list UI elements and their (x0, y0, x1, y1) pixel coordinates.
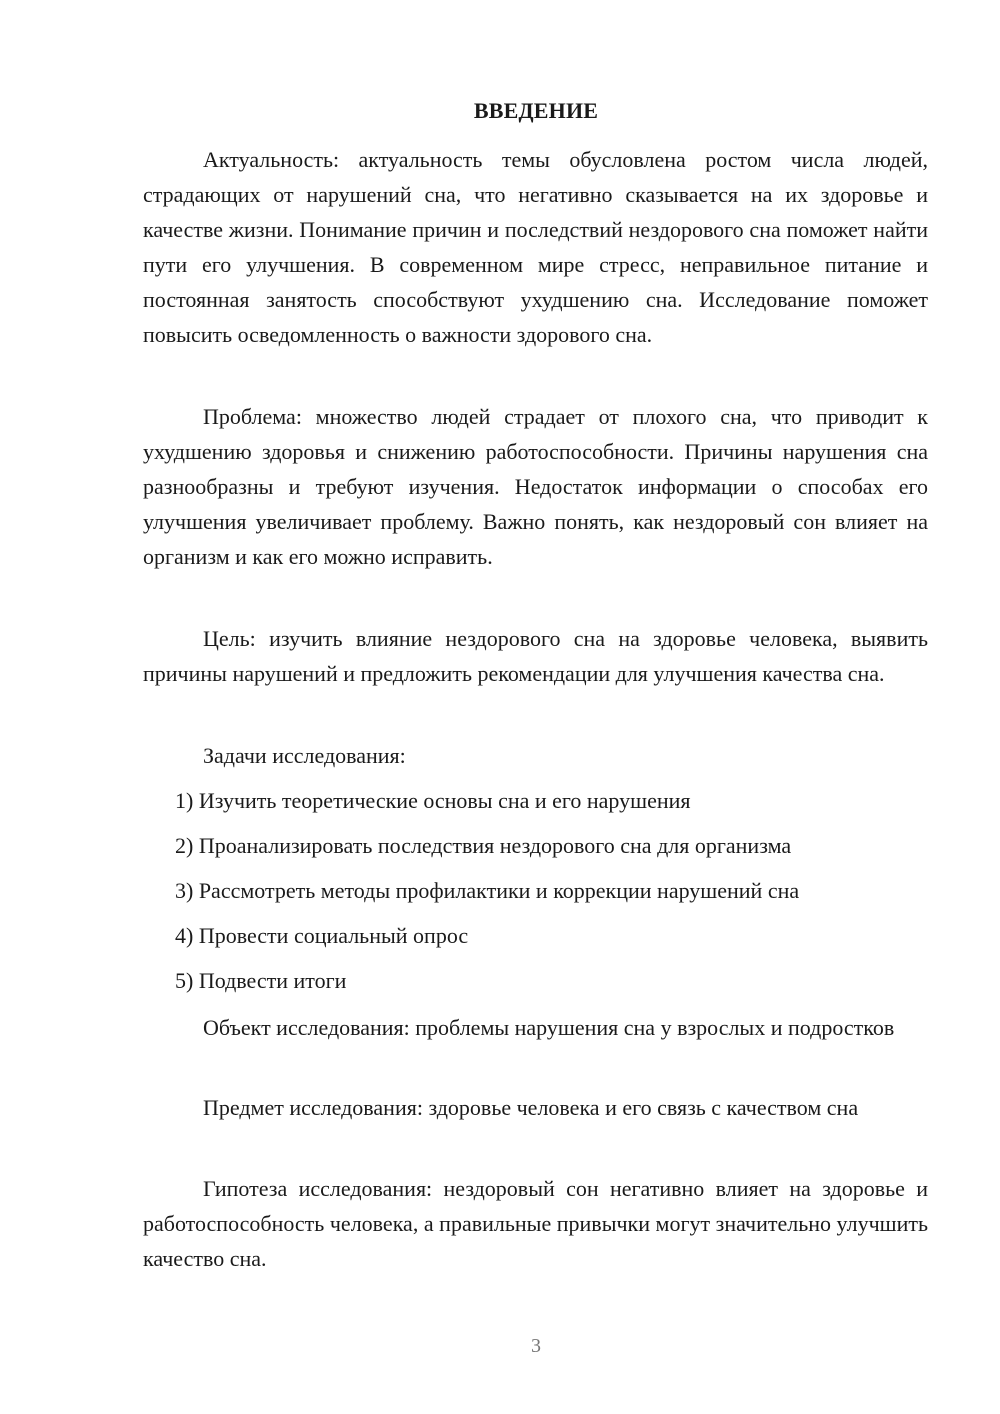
list-item: 4) Провести социальный опрос (175, 923, 469, 948)
tasks-list (175, 783, 799, 1008)
subject-paragraph: Предмет исследования: здоровье человека и его связь с качеством сна (203, 1095, 859, 1120)
relevance-section (143, 142, 928, 352)
hypothesis-paragraph: Гипотеза исследования: нездоровый сон негативно влияет на здоровье и работоспособность человека, а правильные привычки могут значительно улучшить качество сна. (143, 1176, 928, 1271)
tasks-heading: Задачи исследования: (203, 743, 406, 768)
problem-section (143, 399, 928, 574)
list-item: 5) Подвести итоги (175, 968, 347, 993)
object-section (143, 1010, 928, 1045)
subject-section (143, 1090, 928, 1125)
list-item: 3) Рассмотреть методы профилактики и коррекции нарушений сна (175, 878, 800, 903)
hypothesis-section (143, 1171, 928, 1276)
tasks-heading-section (143, 738, 928, 773)
list-item: 1) Изучить теоретические основы сна и его нарушения (175, 788, 691, 813)
object-paragraph: Объект исследования: проблемы нарушения сна у взрослых и подростков (203, 1015, 895, 1040)
goal-paragraph: Цель: изучить влияние нездорового сна на здоровье человека, выявить причины нарушений и предложить рекомендации для улучшения качества сна. (143, 626, 928, 686)
problem-paragraph: Проблема: множество людей страдает от плохого сна, что приводит к ухудшению здоровья и снижению работоспособности. Причины нарушения сна разнообразны и требуют изучения. Недостаток информации о способах его улучшения увеличивает проблему. Важно понять, как нездоровый сон влияет на организм и как его можно исправить. (143, 404, 928, 569)
page-title: ВВЕДЕНИЕ (473, 98, 599, 123)
list-item: 2) Проанализировать последствия нездорового сна для организма (175, 833, 792, 858)
goal-section (143, 621, 928, 691)
page-number: 3 (531, 1335, 541, 1357)
relevance-paragraph: Актуальность: актуальность темы обусловлена ростом числа людей, страдающих от нарушений сна, что негативно сказывается на их здоровье и качестве жизни. Понимание причин и последствий нездорового сна поможет найти пути его улучшения. В современном мире стресс, неправильное питание и постоянная занятость способствуют ухудшению сна. Исследование поможет повысить осведомленность о важности здорового сна. (143, 147, 928, 347)
